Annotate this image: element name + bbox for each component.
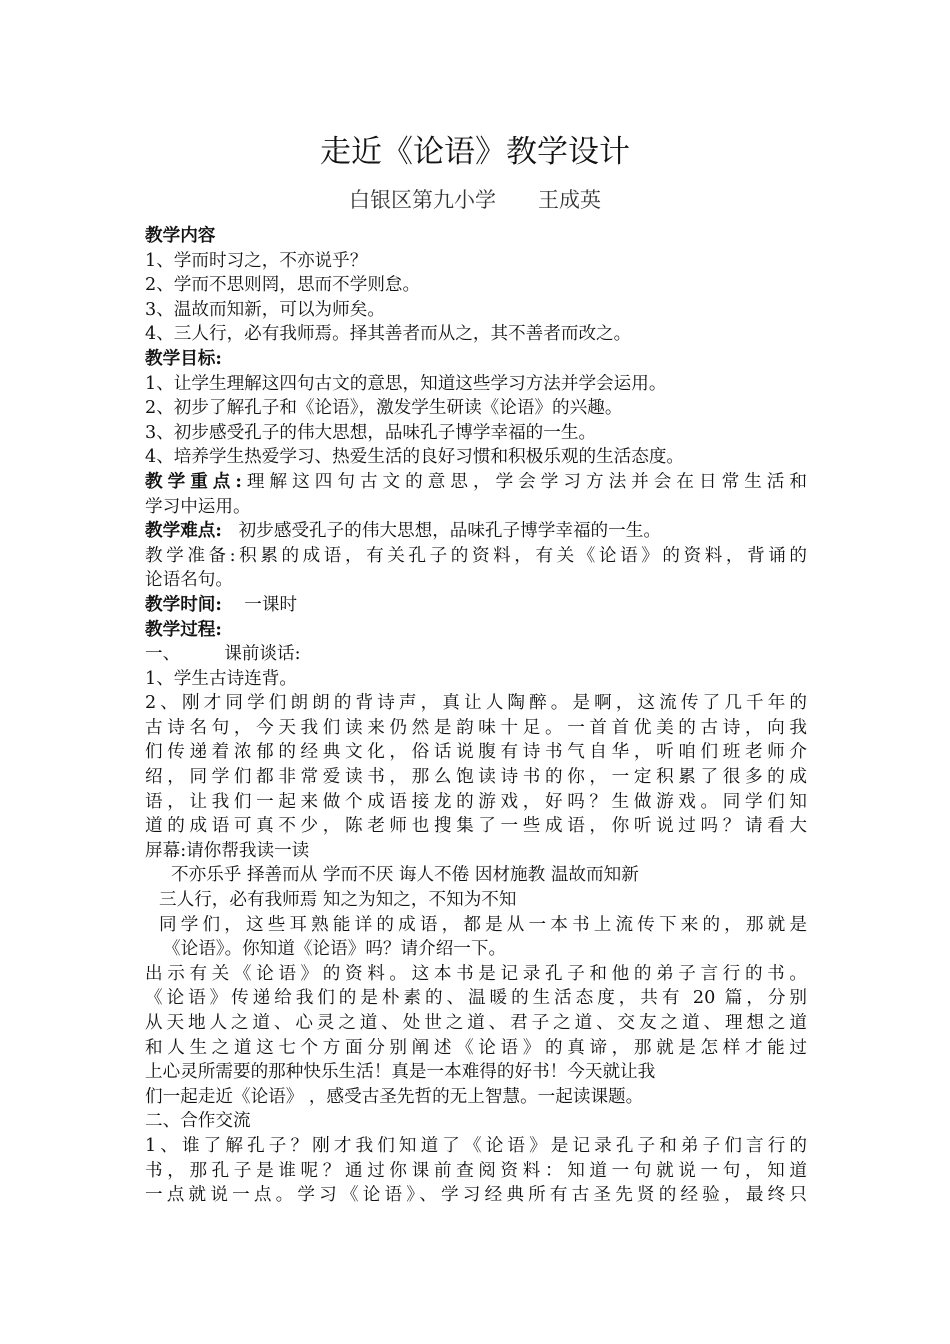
show-para-line: 和人生之道这七个方面分别阐述《论语》的真谛，那就是怎样才能过: [145, 1037, 807, 1058]
focus-text: 理解这四句古文的意思，学会学习方法并会在日常生活和: [241, 471, 807, 492]
content-item: 1、学而时习之，不亦说乎？: [145, 250, 368, 271]
process-heading: 教学过程:: [145, 618, 222, 640]
goal-item: 4、培养学生热爱学习、热爱生活的良好习惯和积极乐观的生活态度。: [145, 447, 685, 468]
goals-heading: 教学目标:: [145, 347, 222, 369]
difficulty-label: 教学难点:: [145, 520, 222, 542]
s1-para-line: 屏幕:请你帮我读一读: [145, 840, 310, 861]
s1-para-line: 语，让我们一起来做个成语接龙的游戏，好吗？生做游戏。同学们知: [145, 791, 807, 812]
goal-item: 3、初步感受孔子的伟大思想，品味孔子博学幸福的一生。: [145, 422, 597, 443]
show-para-line: 从天地人之道、心灵之道、处世之道、君子之道、交友之道、理想之道: [145, 1013, 807, 1033]
s2-para-line: 一点就说一点。学习《论语》、学习经典所有古圣先贤的经验，最终只: [145, 1185, 807, 1206]
section1-title: 课前谈话:: [224, 644, 301, 665]
focus-text-cont: 学习中运用。: [145, 496, 251, 517]
s1-para-line: 古诗名句，今天我们读来仍然是韵味十足。一首首优美的古诗，向我: [145, 717, 807, 738]
time-line: [145, 593, 807, 618]
content-item: 3、温故而知新，可以为师矣。: [145, 299, 385, 320]
school-name: 白银区第九小学: [349, 188, 496, 212]
show-para-line: 们一起走近《论语》 ，感受古圣先哲的无上智慧。一起读课题。: [145, 1086, 644, 1107]
section1-num: 一、: [145, 644, 181, 665]
difficulty-text: 初步感受孔子的伟大思想，品味孔子博学幸福的一生。: [238, 521, 661, 542]
idioms-line: 不亦乐乎 择善而从 学而不厌 诲人不倦 因材施教 温故而知新: [171, 865, 639, 886]
content-item: 4、三人行，必有我师焉。择其善者而从之，其不善者而改之。: [145, 324, 632, 345]
prep-text: 教学准备:积累的成语，有关孔子的资料，有关《论语》的资料，背诵的: [145, 545, 807, 566]
intro-para-line: 同学们，这些耳熟能详的成语，都是从一本书上流传下来的，那就是: [159, 914, 807, 935]
idioms-line: 三人行，必有我师焉 知之为知之，不知为不知: [159, 890, 517, 911]
show-para-line: 《论语》传递给我们的是朴素的、温暖的生活态度，共有 20 篇，分别: [145, 988, 807, 1009]
time-text: 一课时: [244, 594, 298, 615]
document-body: [145, 224, 807, 1208]
content-heading: 教学内容: [145, 225, 216, 246]
section1-heading: [145, 642, 807, 667]
s1-para-line: 道的成语可真不少，陈老师也搜集了一些成语，你听说过吗？请看大: [145, 816, 807, 837]
section2-heading: 二、合作交流: [145, 1111, 251, 1132]
s2-para-line: 1、谁了解孔子？刚才我们知道了《论语》是记录孔子和弟子们言行的: [145, 1135, 807, 1156]
author-name: 王成英: [538, 188, 601, 212]
focus-label: 教学重点:: [145, 470, 242, 492]
difficulty-line: [145, 519, 807, 544]
s1-para-line: 们传递着浓郁的经典文化，俗话说腹有诗书气自华，听咱们班老师介: [145, 742, 807, 763]
content-item: 2、学而不思则罔，思而不学则怠。: [145, 275, 421, 296]
time-label: 教学时间:: [145, 593, 222, 615]
focus-line: [145, 470, 807, 495]
s1-para-line: 绍，同学们都非常爱读书，那么饱读诗书的你，一定积累了很多的成: [145, 767, 807, 788]
s1-item: 1、学生古诗连背。: [145, 668, 297, 689]
prep-text-cont: 论语名句。: [145, 570, 233, 591]
goal-item: 2、初步了解孔子和《论语》，激发学生研读《论语》的兴趣。: [145, 398, 623, 419]
goal-item: 1、让学生理解这四句古文的意思，知道这些学习方法并学会运用。: [145, 373, 667, 394]
document-byline: [0, 185, 950, 215]
intro-para-line: 《论语》。你知道《论语》吗？请介绍一下。: [163, 939, 507, 960]
show-para-line: 出示有关《论语》的资料。这本书是记录孔子和他的弟子言行的书。: [145, 963, 807, 984]
document-title: 走近《论语》教学设计: [320, 134, 630, 170]
s2-para-line: 书，那孔子是谁呢？通过你课前查阅资料：知道一句就说一句，知道: [145, 1160, 807, 1181]
show-para-line: 上心灵所需要的那种快乐生活！真是一本难得的好书！今天就让我: [145, 1062, 656, 1083]
s1-para-line: 2、刚才同学们朗朗的背诗声，真让人陶醉。是啊，这流传了几千年的: [145, 693, 807, 714]
